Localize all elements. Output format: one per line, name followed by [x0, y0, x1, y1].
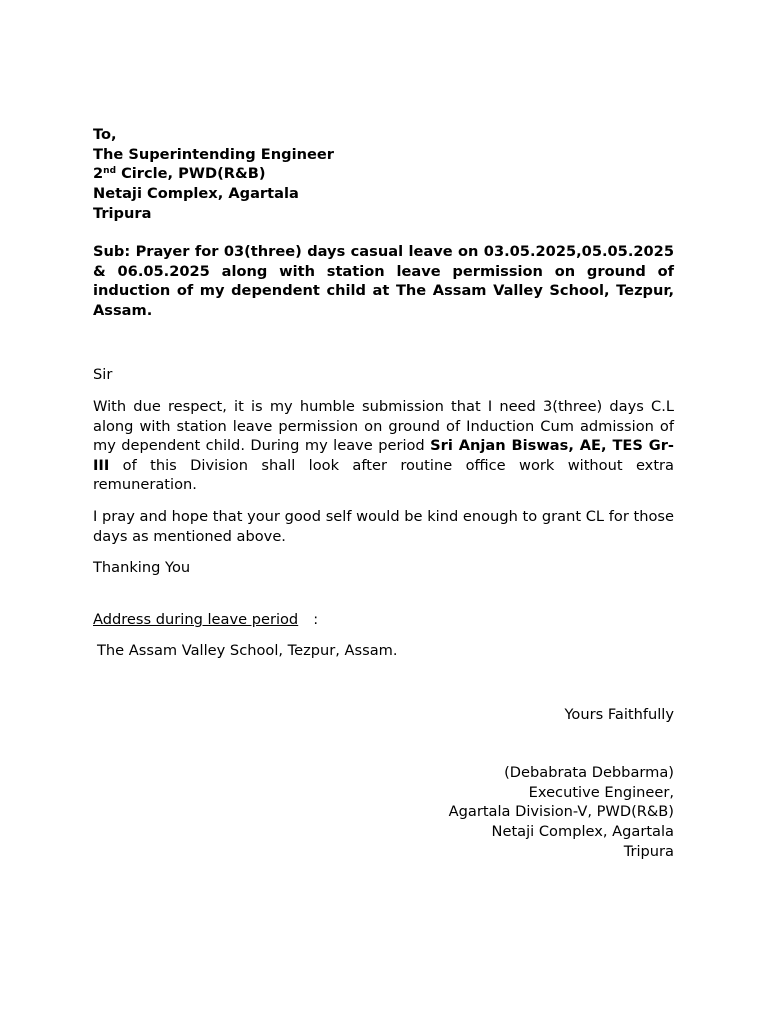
officer-in-charge: Sri Anjan Biswas, AE, TES Gr-III	[93, 437, 674, 474]
body-paragraph-2: I pray and hope that your good self would be kind enough to grant CL for those days as mentioned above.	[93, 508, 674, 545]
recipient-complex: Netaji Complex, Agartala	[93, 185, 299, 203]
recipient-address	[93, 125, 393, 223]
subject-label: Sub:	[93, 243, 131, 260]
recipient-state: Tripura	[93, 204, 152, 222]
signatory-state: Tripura	[623, 842, 674, 860]
leave-address-heading: Address during leave period :	[93, 611, 319, 628]
salutation: Sir	[93, 366, 113, 383]
leave-address-label: Address during leave period	[93, 611, 299, 628]
thanks-line: Thanking You	[93, 559, 191, 576]
subject-text: Prayer for 03(three) days casual leave on 03.05.2025,05.05.2025 & 06.05.2025 along with station leave permission on ground of induction of my dependent child at The Assam Valley School, Tezpur, Assam.	[93, 243, 674, 319]
to-line: To,	[93, 126, 117, 143]
recipient-designation: The Superintending Engineer	[93, 145, 334, 163]
signatory-designation: Executive Engineer,	[528, 783, 674, 801]
signatory-name: (Debabrata Debbarma)	[504, 764, 674, 781]
signatory-complex: Netaji Complex, Agartala	[491, 823, 674, 841]
signature-block	[380, 763, 674, 861]
closing-line: Yours Faithfully	[564, 706, 674, 723]
leave-address-value: The Assam Valley School, Tezpur, Assam.	[97, 642, 398, 659]
signatory-division: Agartala Division-V, PWD(R&B)	[448, 803, 674, 821]
subject-line	[93, 242, 674, 320]
recipient-circle: 2nd Circle, PWD(R&B)	[93, 165, 266, 183]
body-paragraph-1: With due respect, it is my humble submission that I need 3(three) days C.L along with station leave permission on ground of Induction Cum admission of my dependent child. During my leave period Sri Anjan Biswas, AE, TES Gr-III of this Division shall look after routine office work without extra remuneration.	[93, 398, 674, 494]
